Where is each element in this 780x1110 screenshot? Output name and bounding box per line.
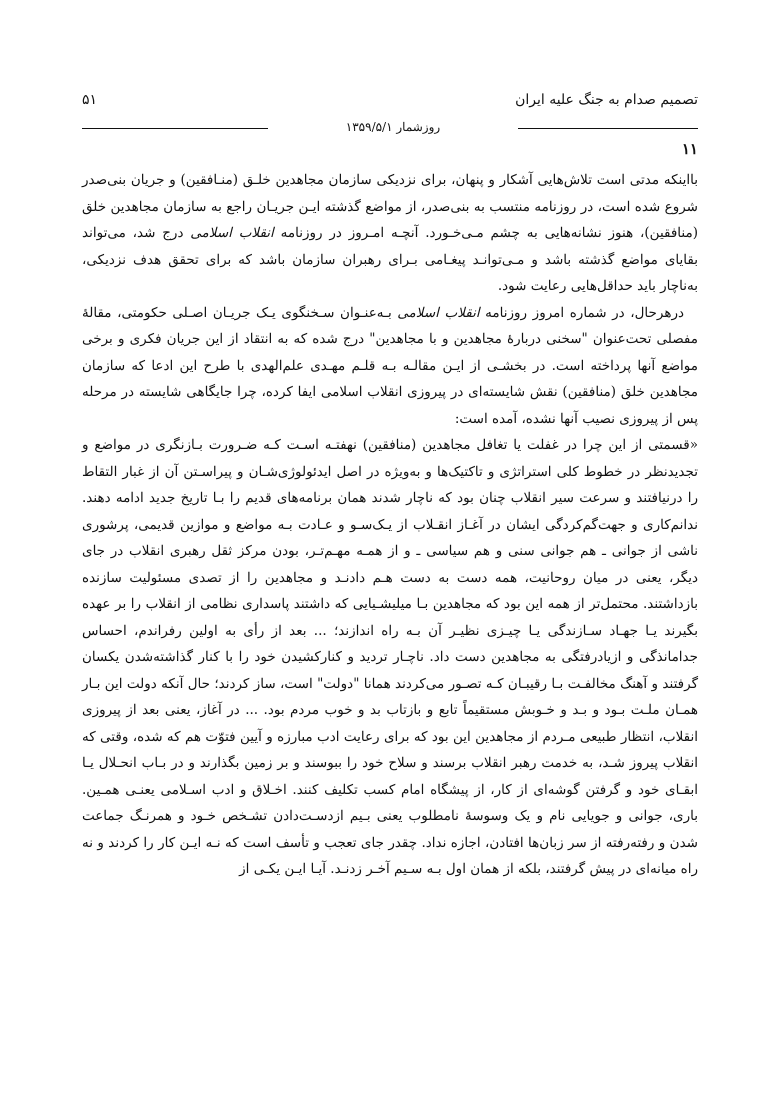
section-number: ۱۱ (681, 140, 698, 158)
body-text (82, 167, 698, 883)
chronicle-date: روزشمار ۱۳۵۹/۵/۱ (345, 120, 441, 134)
book-title: تصمیم صدام به جنگ علیه ایران (515, 92, 698, 108)
running-header (82, 92, 698, 132)
page-number: ۵۱ (82, 92, 98, 108)
paragraph-1 (82, 167, 698, 300)
paragraph-2-text-a: درهرحال، در شماره امروز روزنامه (479, 304, 684, 321)
header-rule-right (518, 128, 698, 129)
header-rule-left (82, 128, 268, 129)
header-rule-row (82, 120, 698, 136)
newspaper-name: انقلاب اسلامی (397, 304, 480, 321)
paragraph-1-text-a: بااینکه مدتی است تلاش‌هایی آشکار و پنهان، برای نزدیکی سازمان مجاهدین خلـق (منـافقین) و جریان بنی‌صدر شروع شده است، در روزنامه منتسب به بنی‌صدر، از مواضع گذشته ایـن جریـان راجع به سازمان مجاهدین خلق (منافقین)، هنوز نشانه‌هایی به چشم مـی‌خـورد. آنچـه امـروز در روزنامه (82, 172, 698, 241)
paragraph-2 (82, 300, 698, 433)
newspaper-name: انقلاب اسلامی (190, 225, 274, 241)
quoted-passage: «قسمتی از این چرا در غفلت یا تغافل مجاهدین (منافقین) نهفتـه اسـت کـه ضـرورت بـازنگری در مواضع و تجدیدنظر در خطوط کلی استراتژی و تاکتیک‌ها و به‌ویژه در اصل ایدئولوژی‌شـان و پیراسـتن آن از غبار التقاط را درنیافتند و سرعت سیر انقلاب چنان بود که ناچار شدند همان برنامه‌های قدیم را بـا تاریخ جدید ادامه دهند. ندانم‌کاری و جهت‌گم‌کردگی ایشان در آغـاز انقـلاب از یـک‌سـو و عـادت بـه مواضع و موازین قدیمی، پرشوری ناشی از جوانی ـ هم جوانی سنی و هم سیاسی ـ و از همـه مهـم‌تـر، بودن مرکز ثقل رهبری انقلاب در جای دیگر، یعنی در میان روحانیت، همه دست به دست هـم دادنـد و مجاهدین را از تصدی مسئولیت سازنده بازداشتند. محتمل‌تر از همه این بود که مجاهدین بـا میلیشـیایی که داشتند پاسداری نظامی از انقلاب را بر عهده بگیرند یـا جهـاد سـازندگی یـا چیـزی نظیـر آن بـه راه اندازند؛ ... بعد از رأی به اولین رفراندم، احساس جدامانذگی و ازیادرفتگی به مجاهدین دست داد. ناچـار تردید و کنارکشیدن خود را با کنار گذاشته‌شدن یکسان گرفتند و آهنگ مخالفـت بـا رقیبـان کـه تصـور می‌کردند همانا "دولت" است، ساز کردند؛ حال آنکه دولت این بـار همـان ملـت بـود و بـد و خـوبش مستقیماً تابع و بازتاب بد و خوب مردم بود. ... در آغاز، یعنی بعد از پیروزی انقلاب، انتظار طبیعی مـردم از مجاهدین این بود که برای رعایت ادب مبارزه و آیین فتوّت هم که شده، وقتی که انقلاب پیروز شـد، به خدمت رهبر انقلاب برسند و سلاح خود را ببوسند و بر زمین بگذارند و در بـاب انحـلال یـا ابقـای خود و گرفتن گوشه‌ای از کار، از پیشگاه امام کسب تکلیف کنند. اخـلاق و ادب اسـلامی یعنـی همـین. باری، جوانی و جویایی نام و یک وسوسهٔ نامطلوب یعنی بـیم ازدسـت‌دادن تشـخص خـود و همرنـگ جماعت شدن و رفته‌رفته از سر زبان‌ها افتادن، اجازه نداد. چقدر جای تعجب و تأسف است که نـه ایـن کار را کردند و نه راه میانه‌ای در پیش گرفتند، بلکه از همان اول بـه سـیم آخـر زدنـد. آیـا ایـن یکـی از (82, 437, 698, 877)
paragraph-1-text-b: درج شد، می‌تواند بقایای مواضع گذشته باشد و مـی‌توانـد پیغـامی بـرای رهبران سازمان باشد که برای تحقق هدف نزدیکی، به‌ناچار باید حداقل‌هایی رعایت شود. (82, 225, 698, 294)
paragraph-2-text-b: بـه‌عنـوان سـخنگوی یـک جریـان اصـلی حکومتی، مقالهٔ مفصلی تحت‌عنوان "سخنی دربارهٔ مجاهدین و با مجاهدین" درج شده که به انتقاد از این جریان فکری و برخی مواضع آنها پرداخته است. در بخشـی از ایـن مقالـه بـه قلـم مهـدی علم‌الهدی با طرح این ادعا که سازمان مجاهدین خلق (منافقین) نقش شایسته‌ای در پیروزی انقلاب اسلامی ایفا کرده، چرا جایگاهی شایسته در مرحله پس از پیروزی نصیب آنها نشده، آمده است: (82, 304, 698, 427)
